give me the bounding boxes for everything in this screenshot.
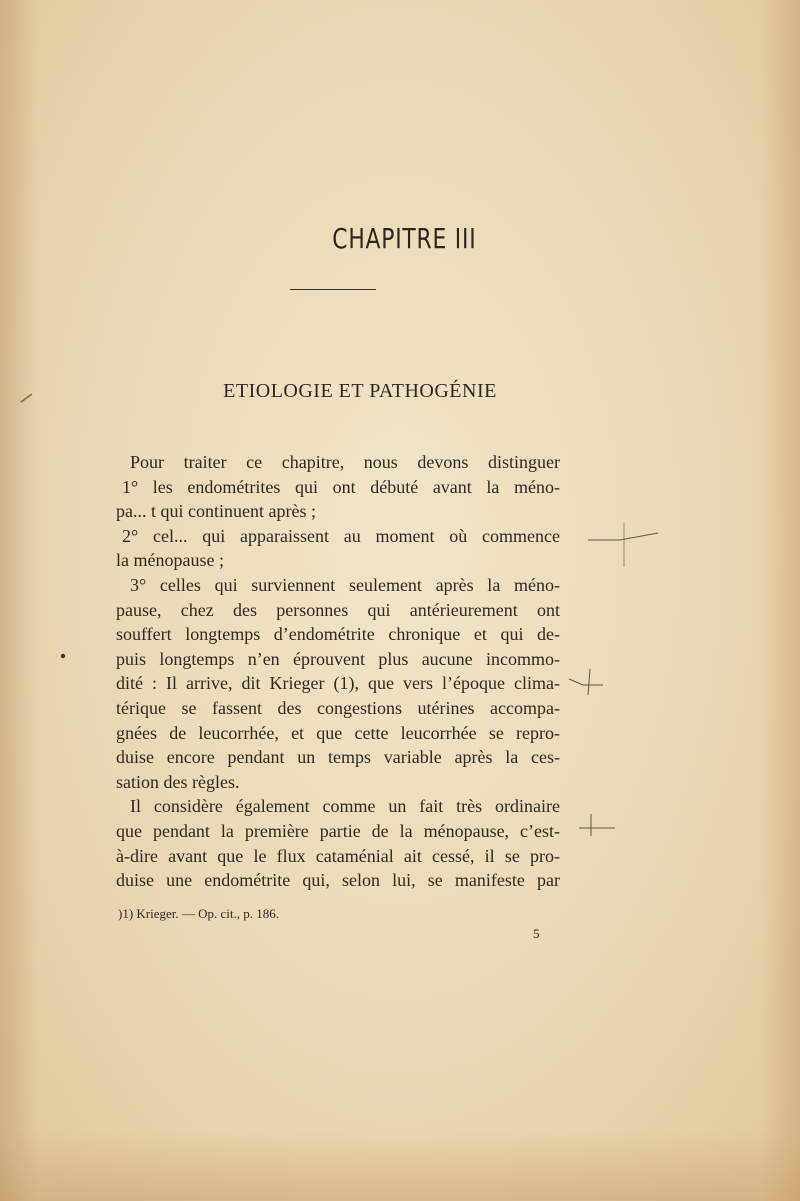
body-line: duise une endométrite qui, selon lui, se manifeste par bbox=[116, 870, 560, 891]
footnote: )1) Krieger. — Op. cit., p. 186. bbox=[118, 906, 280, 921]
section-title: ETIOLOGIE ET PATHOGÉNIE bbox=[223, 380, 497, 402]
page-edge-stain-right bbox=[760, 0, 800, 1201]
body-line: la ménopause ; bbox=[116, 550, 224, 571]
chapter-heading: CHAPITRE III bbox=[332, 222, 477, 255]
pencil-margin-mark-1 bbox=[580, 515, 670, 575]
page-number: 5 bbox=[533, 926, 540, 941]
body-line: à-dire avant que le flux cataménial ait cessé, il se pro- bbox=[116, 845, 560, 866]
page-edge-stain-left bbox=[0, 0, 38, 1201]
body-line: Pour traiter ce chapitre, nous devons distinguer bbox=[130, 452, 560, 472]
body-line: Il considère également comme un fait très ordinaire bbox=[130, 796, 560, 817]
body-line: que pendant la première partie de la ménopause, c’est- bbox=[116, 820, 560, 841]
page-edge-stain-bottom bbox=[0, 1131, 800, 1201]
body-line: 2° cel... qui apparaissent au moment où commence bbox=[122, 525, 560, 546]
body-line: gnées de leucorrhée, et que cette leucorrhée se repro- bbox=[116, 722, 560, 743]
chapter-divider-rule bbox=[290, 289, 376, 290]
pencil-margin-mark-3 bbox=[575, 812, 625, 848]
pencil-margin-mark-2 bbox=[565, 665, 615, 705]
ink-dot bbox=[58, 651, 68, 661]
pencil-margin-mark-4 bbox=[18, 390, 38, 406]
body-line: puis longtemps n’en éprouvent plus aucune incommo- bbox=[116, 648, 560, 669]
body-text bbox=[116, 450, 560, 893]
body-line: 1° les endométrites qui ont débuté avant la méno- bbox=[122, 476, 560, 497]
body-line: sation des règles. bbox=[116, 771, 240, 792]
body-line: duise encore pendant un temps variable après la ces- bbox=[116, 747, 560, 768]
body-line: pause, chez des personnes qui antérieurement ont bbox=[116, 599, 560, 620]
body-line: térique se fassent des congestions utérines accompa- bbox=[116, 697, 560, 718]
body-line: pa... t qui continuent après ; bbox=[116, 501, 316, 522]
body-line: souffert longtemps d’endométrite chronique et qui de- bbox=[116, 624, 560, 645]
body-line: dité : Il arrive, dit Krieger (1), que vers l’époque clima- bbox=[116, 673, 560, 694]
body-line: 3° celles qui surviennent seulement après la méno- bbox=[130, 574, 560, 595]
